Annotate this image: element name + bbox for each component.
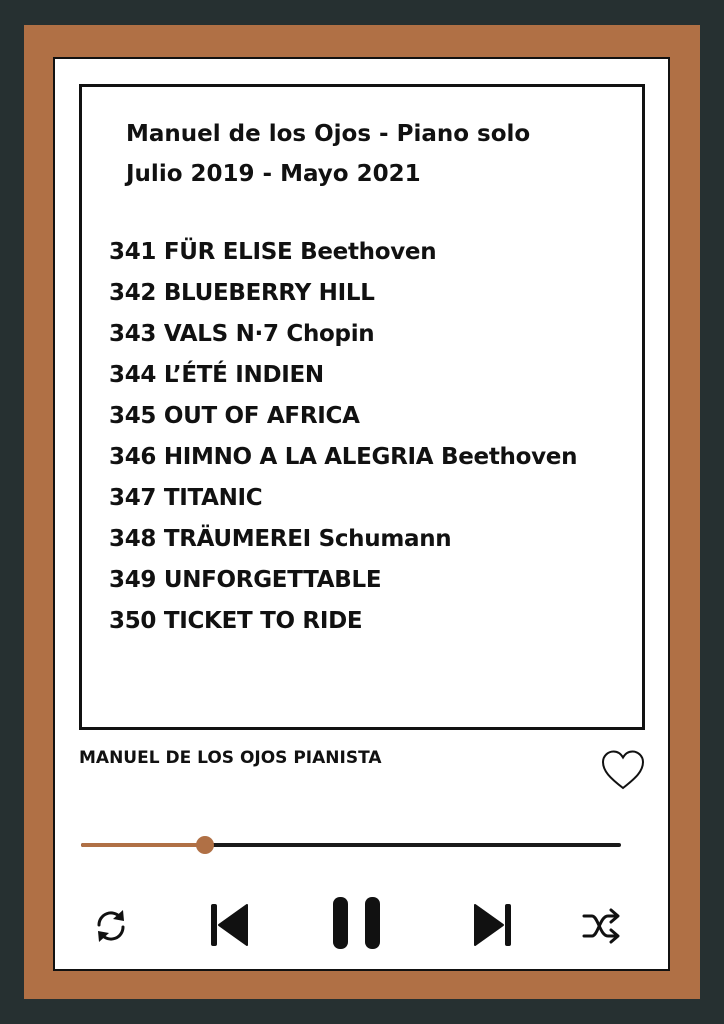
shuffle-icon[interactable] (582, 907, 624, 945)
track-item[interactable]: 346 HIMNO A LA ALEGRIA Beethoven (109, 444, 578, 470)
track-item[interactable]: 342 BLUEBERRY HILL (109, 280, 375, 306)
album-cover (79, 84, 645, 730)
track-item[interactable]: 349 UNFORGETTABLE (109, 567, 382, 593)
track-item[interactable]: 345 OUT OF AFRICA (109, 403, 360, 429)
playlist-dates: Julio 2019 - Mayo 2021 (126, 161, 421, 187)
progress-handle[interactable] (196, 836, 214, 854)
skip-next-icon[interactable] (472, 903, 512, 947)
track-item[interactable]: 348 TRÄUMEREI Schumann (109, 526, 452, 552)
pause-icon[interactable] (332, 896, 382, 950)
track-item[interactable]: 344 L’ÉTÉ INDIEN (109, 362, 324, 388)
heart-outline-icon[interactable] (600, 748, 646, 792)
repeat-icon[interactable] (92, 906, 130, 946)
playlist-title: Manuel de los Ojos - Piano solo (126, 121, 531, 147)
track-item[interactable]: 347 TITANIC (109, 485, 263, 511)
artist-name: MANUEL DE LOS OJOS PIANISTA (79, 748, 382, 768)
track-item[interactable]: 350 TICKET TO RIDE (109, 608, 363, 634)
progress-bar[interactable] (81, 843, 621, 847)
progress-fill (81, 843, 205, 847)
track-list (109, 239, 577, 649)
track-item[interactable]: 341 FÜR ELISE Beethoven (109, 239, 437, 265)
skip-previous-icon[interactable] (210, 903, 250, 947)
track-item[interactable]: 343 VALS N·7 Chopin (109, 321, 375, 347)
